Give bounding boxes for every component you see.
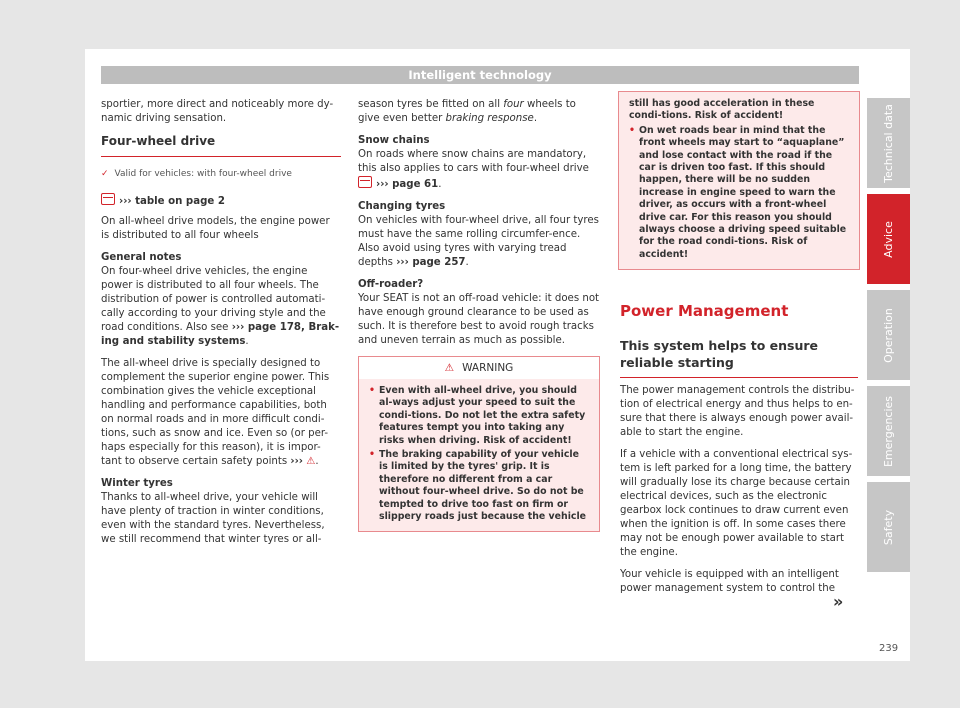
paragraph: season tyres be fitted on all four wheels to give even better braking response. bbox=[358, 99, 576, 124]
table-reference[interactable]: ››› table on page 2 bbox=[101, 193, 341, 209]
link-page-257[interactable]: ››› page 257 bbox=[396, 257, 466, 268]
warning-continued-text: still has good acceleration in these condi-tions. Risk of accident! bbox=[629, 98, 815, 122]
subheading-winter-tyres: Winter tyres bbox=[101, 478, 173, 489]
warning-icon: ⚠ bbox=[444, 362, 455, 374]
subheading-general-notes: General notes bbox=[101, 252, 182, 263]
link-brake-systems[interactable]: ››› page 178, Brak-ing and stability systems bbox=[101, 322, 340, 347]
table-icon bbox=[101, 193, 115, 205]
tab-operation[interactable]: Operation bbox=[867, 290, 910, 380]
subheading-snow-chains: Snow chains bbox=[358, 135, 430, 146]
warning-item: • Even with all-wheel drive, you should al-ways adjust your speed to suit the condi-tions. Do not let the extra safety features tempt you into taking any risks when driving. Risk of accident! bbox=[379, 385, 589, 447]
tab-advice[interactable]: Advice bbox=[867, 194, 910, 284]
page-header: Intelligent technology bbox=[101, 66, 859, 84]
side-tab-bar bbox=[867, 98, 910, 578]
warning-item: • On wet roads bear in mind that the front wheels may start to “aquaplane” and lose contact with the road if the car is driven too fast. If this should happen, there will be no sudden increase in engine speed to warn the driver, as occurs with a front-wheel drive car. For this reason you should always choose a driving speed suitable for the road condi-tions. Risk of accident! bbox=[639, 125, 849, 261]
check-icon: ✓ bbox=[101, 169, 109, 179]
paragraph: Your vehicle is equipped with an intelligent power management system to control the bbox=[620, 569, 839, 594]
page-number: 239 bbox=[879, 643, 899, 654]
chain-icon bbox=[358, 176, 372, 188]
paragraph: On all-wheel drive models, the engine power is distributed to all four wheels bbox=[101, 216, 330, 241]
warning-box-continued bbox=[618, 91, 860, 270]
paragraph: On four-wheel drive vehicles, the engine power is distributed to all four wheels. The distribution of power is controlled automati-cally according to your driving style and the road conditions. Also see ››› page 178, Brak-ing and stability systems. bbox=[101, 266, 340, 347]
intro-text: sportier, more direct and noticeably more dy-namic driving sensation. bbox=[101, 99, 334, 124]
warning-body bbox=[359, 379, 599, 531]
paragraph: On vehicles with four-wheel drive, all four tyres must have the same rolling circumfer-ence. Also avoid using tyres with varying tread depths ››› page 257. bbox=[358, 215, 599, 268]
subheading-off-roader: Off-roader? bbox=[358, 279, 424, 290]
paragraph: Thanks to all-wheel drive, your vehicle will have plenty of traction in winter conditions, even with the standard tyres. Nevertheless, we still recommend that winter tyres or all- bbox=[101, 492, 325, 545]
tab-safety[interactable]: Safety bbox=[867, 482, 910, 572]
validity-line: ✓ Valid for vehicles: with four-wheel drive bbox=[101, 169, 292, 179]
column-1 bbox=[101, 98, 341, 555]
warning-item: • The braking capability of your vehicle is limited by the tyres' grip. It is therefore no different from a car without four-wheel drive. So do not be tempted to drive too fast on firm or slippery roads just because the vehicle bbox=[379, 449, 589, 523]
warning-box bbox=[358, 356, 600, 532]
warning-header: ⚠ WARNING bbox=[359, 357, 599, 379]
column-2 bbox=[358, 98, 600, 532]
paragraph: On roads where snow chains are mandatory, this also applies to cars with four-wheel drive ››› page 61. bbox=[358, 149, 589, 190]
section-title-power-management: Power Management bbox=[620, 302, 789, 320]
link-page-61[interactable]: ››› page 61 bbox=[358, 179, 438, 190]
subheading-changing-tyres: Changing tyres bbox=[358, 201, 446, 212]
column-3-text bbox=[620, 384, 858, 604]
paragraph: The all-wheel drive is specially designed to complement the superior engine power. This combination gives the vehicle exceptional handling and performance capabilities, both on normal roads and in more difficult condi-tions, such as snow and ice. Even so (or per-haps especially for this reason), it is impor-tant to observe certain safety points ››› ⚠. bbox=[101, 358, 330, 467]
paragraph: If a vehicle with a conventional electrical sys-tem is left parked for a long time, the battery will gradually lose its charge because certain electrical devices, such as the electronic gearbox lock continues to draw current even when the ignition is off. In some cases there may not be enough power available to start the engine. bbox=[620, 449, 853, 558]
tab-emergencies[interactable]: Emergencies bbox=[867, 386, 910, 476]
section-subtitle: This system helps to ensure reliable starting bbox=[620, 337, 858, 378]
continue-arrow-icon: » bbox=[833, 592, 844, 611]
paragraph: Your SEAT is not an off-road vehicle: it does not have enough ground clearance to be used as such. It is therefore best to avoid rough tracks and uneven terrain as much as possible. bbox=[358, 293, 600, 346]
paragraph: The power management controls the distribu-tion of electrical energy and thus helps to en-sure that there is always enough power avail-able to start the engine. bbox=[620, 385, 855, 438]
section-title-four-wheel-drive: Four-wheel drive bbox=[101, 134, 341, 157]
link-safety-points[interactable]: ››› bbox=[290, 456, 304, 467]
warning-triangle-icon: ⚠ bbox=[306, 456, 316, 467]
tab-technical-data[interactable]: Technical data bbox=[867, 98, 910, 188]
